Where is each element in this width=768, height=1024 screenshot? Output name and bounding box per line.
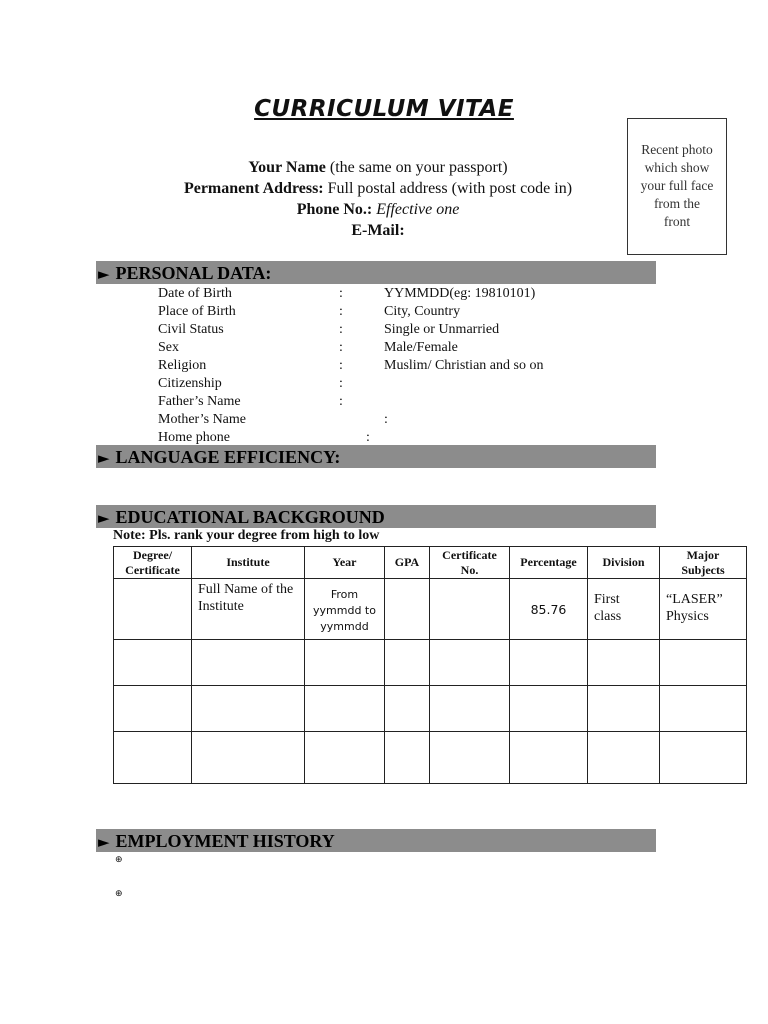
table-cell — [510, 640, 588, 686]
table-cell — [192, 686, 305, 732]
photo-hint-line: Recent photo — [641, 142, 713, 157]
table-cell — [660, 732, 747, 784]
field-colon: : — [339, 340, 343, 355]
section-arrow-icon: ► — [98, 449, 110, 467]
field-colon: : — [339, 376, 343, 391]
section-employment-history — [96, 829, 656, 852]
section-title: EDUCATIONAL BACKGROUND — [115, 507, 385, 527]
table-cell — [305, 732, 385, 784]
table-cell: From yymmdd to yymmdd — [305, 579, 385, 640]
table-cell — [660, 640, 747, 686]
field-value: City, Country — [384, 304, 461, 319]
section-arrow-icon: ► — [98, 265, 110, 283]
photo-hint-line: from the — [653, 196, 701, 211]
field-colon: : — [339, 286, 343, 301]
phone-line — [100, 199, 656, 220]
table-cell — [192, 732, 305, 784]
table-cell — [430, 732, 510, 784]
field-label: Sex — [158, 340, 179, 355]
field-label: Date of Birth — [158, 286, 232, 301]
table-cell — [430, 579, 510, 640]
section-title: LANGUAGE EFFICIENCY: — [115, 447, 341, 467]
table-cell — [430, 640, 510, 686]
field-value: Single or Unmarried — [384, 322, 500, 337]
field-colon: : — [339, 358, 343, 373]
section-personal-data — [96, 261, 656, 284]
field-colon: : — [366, 430, 370, 445]
table-cell — [588, 686, 660, 732]
table-cell — [385, 686, 430, 732]
table-cell: “LASER” Physics — [660, 579, 747, 640]
section-title: EMPLOYMENT HISTORY — [115, 831, 335, 851]
name-hint: (the same on your passport) — [329, 159, 508, 176]
table-cell — [385, 579, 430, 640]
column-header: Institute — [192, 547, 305, 579]
section-language-efficiency — [96, 445, 656, 468]
document-title: CURRICULUM VITAE — [254, 96, 514, 122]
email-label: E-Mail: — [351, 222, 405, 239]
column-header: Percentage — [510, 547, 588, 579]
table-cell — [660, 686, 747, 732]
section-title: PERSONAL DATA: — [115, 263, 272, 283]
table-row — [114, 579, 747, 640]
phone-hint: Effective one — [376, 201, 460, 218]
field-label: Mother’s Name — [158, 412, 246, 427]
column-header: Major Subjects — [660, 547, 747, 579]
table-cell — [114, 640, 192, 686]
table-cell — [114, 732, 192, 784]
bullet-icon: ⊕ — [115, 889, 123, 899]
field-label: Father’s Name — [158, 394, 241, 409]
name-label: Your Name — [248, 159, 326, 176]
field-value: Male/Female — [384, 340, 458, 355]
field-colon: : — [339, 304, 343, 319]
table-row — [114, 732, 747, 784]
section-arrow-icon: ► — [98, 509, 110, 527]
field-colon: : — [339, 394, 343, 409]
field-value: YYMMDD(eg: 19810101) — [384, 286, 536, 301]
column-header: Certificate No. — [430, 547, 510, 579]
section-educational-background — [96, 505, 656, 528]
table-cell — [588, 640, 660, 686]
table-row — [114, 686, 747, 732]
table-cell — [114, 579, 192, 640]
table-cell — [385, 732, 430, 784]
photo-hint-line: your full face — [640, 178, 714, 193]
table-header-row — [114, 547, 747, 579]
table-cell — [385, 640, 430, 686]
education-note: Note: Pls. rank your degree from high to low — [113, 528, 380, 543]
field-label: Citizenship — [158, 376, 222, 391]
field-colon: : — [339, 322, 343, 337]
address-hint: Full postal address (with post code in) — [327, 180, 573, 197]
column-header: Division — [588, 547, 660, 579]
section-arrow-icon: ► — [98, 833, 110, 851]
table-cell — [305, 686, 385, 732]
bullet-icon: ⊕ — [115, 855, 123, 865]
email-line — [100, 220, 656, 241]
column-header: Degree/ Certificate — [114, 547, 192, 579]
address-line — [100, 178, 656, 199]
field-label: Religion — [158, 358, 207, 373]
table-cell — [192, 640, 305, 686]
photo-hint-line: which show — [644, 160, 710, 175]
field-label: Home phone — [158, 430, 230, 445]
field-label: Place of Birth — [158, 304, 236, 319]
table-cell — [510, 686, 588, 732]
table-cell — [430, 686, 510, 732]
phone-label: Phone No.: — [296, 201, 373, 218]
field-label: Civil Status — [158, 322, 224, 337]
table-cell: Full Name of the Institute — [192, 579, 305, 640]
education-table — [113, 546, 747, 784]
address-label: Permanent Address: — [183, 180, 324, 197]
table-cell — [305, 640, 385, 686]
table-cell — [510, 732, 588, 784]
table-row — [114, 640, 747, 686]
table-cell — [588, 732, 660, 784]
column-header: GPA — [385, 547, 430, 579]
table-cell — [114, 686, 192, 732]
field-colon: : — [384, 412, 388, 427]
column-header: Year — [305, 547, 385, 579]
table-cell: 85.76 — [510, 579, 588, 640]
name-line — [100, 157, 656, 178]
table-cell: First class — [588, 579, 660, 640]
field-value: Muslim/ Christian and so on — [384, 358, 544, 373]
photo-hint-line: front — [663, 214, 691, 229]
photo-placeholder — [627, 118, 727, 255]
